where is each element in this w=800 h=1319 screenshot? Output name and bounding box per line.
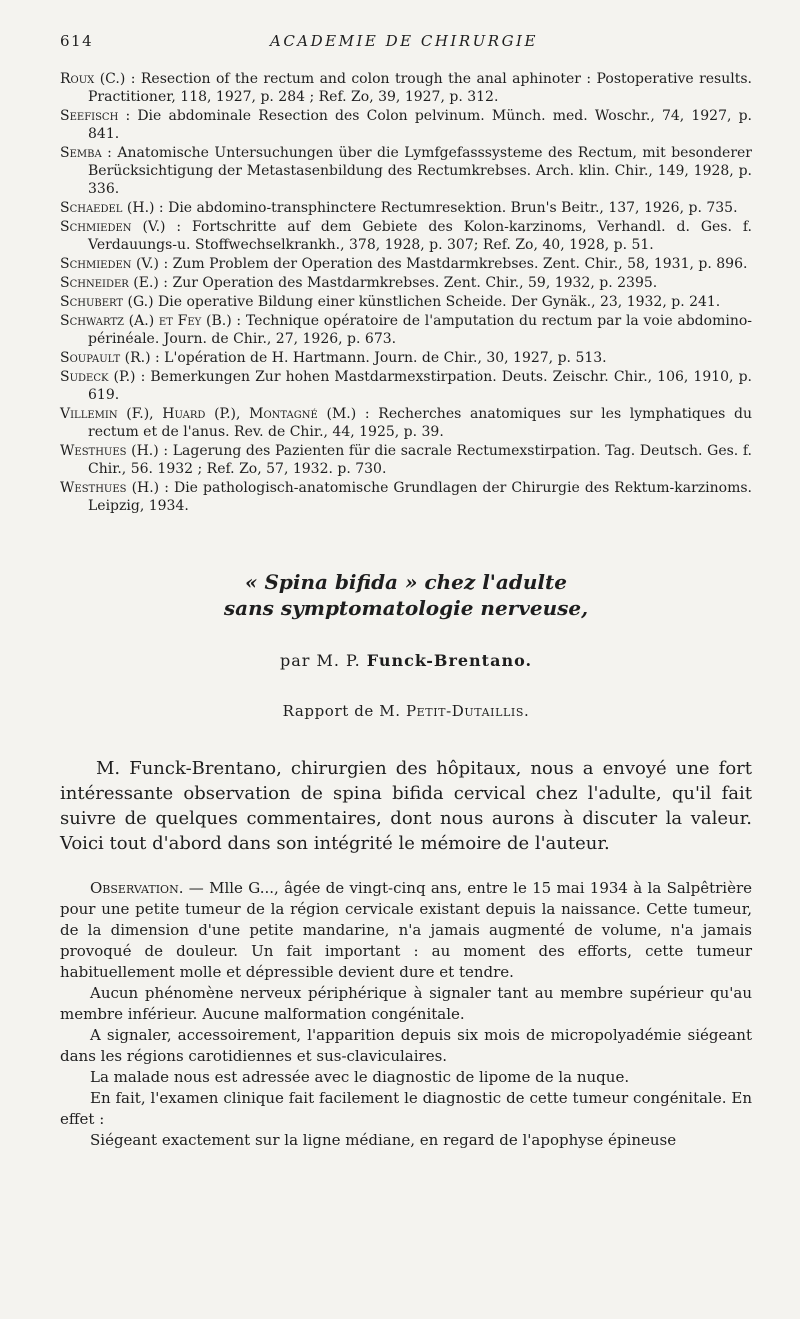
reference-text: Fortschritte auf dem Gebiete des Kolon-karzinoms, Verhandl. d. Ges. f. Verdauungs-u. Stoffwechselkrankh., 378, 1928, p. 307; Ref. Zo, 40, 1928, p. 51. [88, 219, 752, 253]
reference-author: Schmieden (V.) : [60, 219, 182, 235]
reference-entry [60, 368, 752, 404]
observation-paragraph: A signaler, accessoirement, l'apparition depuis six mois de micropolyadémie siégeant dans les régions carotidiennes et sus-claviculaires. [60, 1026, 752, 1065]
observation-paragraph: La malade nous est adressée avec le diagnostic de lipome de la nuque. [90, 1068, 630, 1086]
reference-text: Technique opératoire de l'amputation du rectum par la voie abdomino-périnéale. Journ. de Chir., 27, 1926, p. 673. [88, 313, 752, 347]
reference-author: Soupault (R.) : [60, 350, 160, 366]
page-header [60, 32, 752, 50]
reference-entry [60, 312, 752, 348]
reference-text: Zur Operation des Mastdarmkrebses. Zent. Chir., 59, 1932, p. 2395. [172, 275, 658, 291]
reference-entry [60, 293, 752, 311]
reference-entry [60, 144, 752, 198]
reference-entry [60, 274, 752, 292]
reference-entry [60, 70, 752, 106]
page-number: 614 [60, 32, 94, 50]
reference-entry [60, 349, 752, 367]
reference-entry [60, 218, 752, 254]
observation-paragraph: En fait, l'examen clinique fait facilement le diagnostic de cette tumeur congénitale. En effet : [60, 1089, 752, 1128]
reference-entry [60, 442, 752, 478]
observation-paragraph: Aucun phénomène nerveux périphérique à signaler tant au membre supérieur qu'au membre inférieur. Aucune malformation congénitale. [60, 984, 752, 1023]
reference-entry [60, 199, 752, 217]
observation-paragraph: Siégeant exactement sur la ligne médiane, en regard de l'apophyse épineuse [90, 1131, 677, 1149]
reference-text: Die abdominale Resection des Colon pelvinum. Münch. med. Woschr., 74, 1927, p. 841. [88, 108, 752, 142]
article-heading [60, 569, 752, 720]
reference-text: Resection of the rectum and colon trough the anal aphinoter : Postoperative results. Practitioner, 118, 1927, p. 284 ; Ref. Zo, 39, 1927, p. 312. [88, 71, 752, 105]
reference-author: Roux (C.) : [60, 71, 136, 87]
reference-text: L'opération de H. Hartmann. Journ. de Chir., 30, 1927, p. 513. [164, 350, 607, 366]
byline-prefix: par M. P. [279, 651, 361, 670]
lead-paragraph: M. Funck-Brentano, chirurgien des hôpitaux, nous a envoyé une fort intéressante observation de spina bifida cervical chez l'adulte, qu'il fait suivre de quelques commentaires, dont nous aurons à discuter la valeur. Voici tout d'abord dans son intégrité le mémoire de l'auteur. [60, 758, 752, 854]
article-title [60, 569, 752, 621]
report-prefix: Rapport de M. [282, 702, 401, 720]
reference-list [60, 70, 752, 515]
reference-text: Die operative Bildung einer künstlichen Scheide. Der Gynäk., 23, 1932, p. 241. [158, 294, 721, 310]
observation-section [60, 878, 752, 1151]
reference-author: Schmieden (V.) : [60, 256, 169, 272]
reference-author: Schneider (E.) : [60, 275, 169, 291]
reference-author: Sudeck (P.) : [60, 369, 146, 385]
reference-author: Seefisch : [60, 108, 131, 124]
reference-entry [60, 479, 752, 515]
reference-text: Die pathologisch-anatomische Grundlagen der Chirurgie des Rektum-karzinoms. Leipzig, 1934. [88, 480, 752, 514]
reference-text: Zum Problem der Operation des Mastdarmkrebses. Zent. Chir., 58, 1931, p. 896. [172, 256, 748, 272]
article-title-line: sans symptomatologie nerveuse, [223, 596, 589, 620]
reference-text: Die abdomino-transphinctere Rectumresektion. Brun's Beitr., 137, 1926, p. 735. [168, 200, 738, 216]
byline [60, 651, 752, 670]
observation-paragraph [60, 878, 752, 983]
reference-author: Westhues (H.) : [60, 480, 169, 496]
reference-entry [60, 405, 752, 441]
article-title-line: « Spina bifida » chez l'adulte [245, 570, 567, 594]
reference-author: Semba : [60, 145, 112, 161]
reference-author: Schwartz (A.) et Fey (B.) : [60, 313, 242, 329]
observation-text: — Mlle G..., âgée de vingt-cinq ans, entre le 15 mai 1934 à la Salpêtrière pour une petite tumeur de la région cervicale existant depuis la naissance. Cette tumeur, de la dimension d'une petite mandarine, n'a jamais augmenté de volume, n'a jamais provoqué de douleur. Un fait important : au moment des efforts, cette tumeur habituellement molle et dépressible devient dure et tendre. [60, 879, 752, 981]
reference-text: Bemerkungen Zur hohen Mastdarmexstirpation. Deuts. Zeischr. Chir., 106, 1910, p. 619. [88, 369, 752, 403]
reference-text: Anatomische Untersuchungen über die Lymfgefasssysteme des Rectum, mit besonderer Berücksichtigung der Metastasenbildung des Rectumkrebses. Arch. klin. Chir., 149, 1928, p. 336. [88, 145, 752, 197]
running-title: ACADEMIE DE CHIRURGIE [270, 32, 538, 50]
reference-text: Lagerung des Pazienten für die sacrale Rectumexstirpation. Tag. Deutsch. Ges. f. Chir., 56. 1932 ; Ref. Zo, 57, 1932. p. 730. [88, 443, 752, 477]
report-author: Petit-Dutaillis. [405, 702, 530, 720]
byline-author: Funck-Brentano. [366, 651, 533, 670]
report-line [60, 702, 752, 720]
reference-text: Recherches anatomiques sur les lymphatiques du rectum et de l'anus. Rev. de Chir., 44, 1925, p. 39. [88, 406, 752, 440]
observation-label: Observation. [90, 879, 184, 897]
reference-author: Villemin (F.), Huard (P.), Montagné (M.) : [60, 406, 370, 422]
reference-author: Westhues (H.) : [60, 443, 169, 459]
reference-author: Schaedel (H.) : [60, 200, 164, 216]
reference-entry [60, 255, 752, 273]
reference-author: Schubert (G.) [60, 294, 154, 310]
reference-entry [60, 107, 752, 143]
